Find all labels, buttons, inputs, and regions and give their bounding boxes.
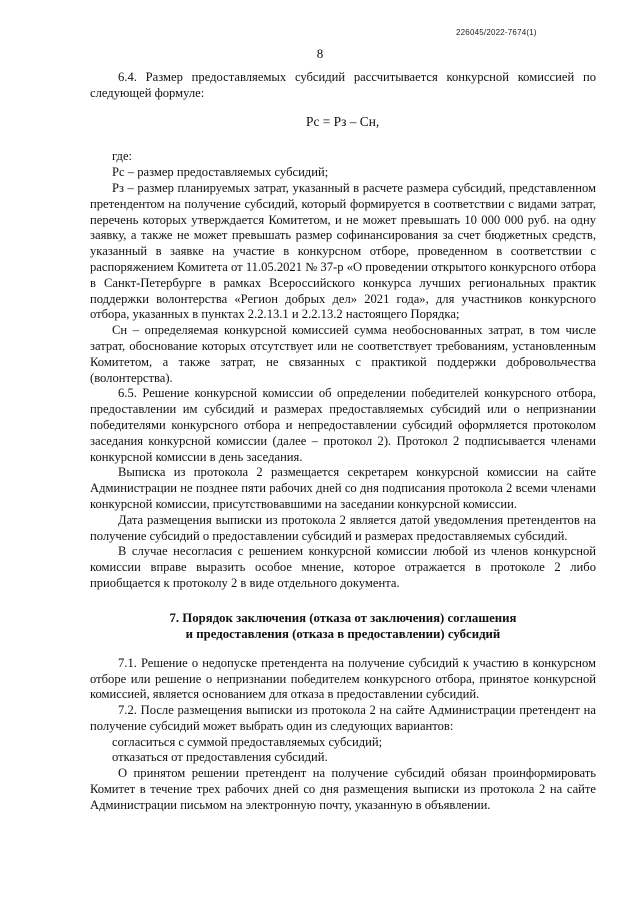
section-7-heading: [90, 610, 596, 642]
page-number: 8: [316, 46, 324, 61]
definition-sn: Сн – определяемая конкурсной комиссией сумма необоснованных затрат, в том числе затрат, обоснование которых отсутствует или не соответствует требованиям, установленным Комитетом, а также затрат, не связанных с практикой поддержки добровольчества (волонтерства).: [90, 323, 596, 385]
document-number: 226045/2022-7674(1): [456, 28, 537, 37]
section-7-heading-line1: 7. Порядок заключения (отказа от заключения) соглашения: [169, 610, 517, 625]
paragraph-extract: Выписка из протокола 2 размещается секретарем конкурсной комиссии на сайте Администрации не позднее пяти рабочих дней со дня подписания протокола 2 всеми членами конкурсной комиссии, присутствовавшими на заседании конкурсной комиссии.: [90, 465, 596, 511]
paragraph-6-4: 6.4. Размер предоставляемых субсидий рассчитывается конкурсной комиссией по следующей формуле:: [90, 70, 596, 100]
paragraph-7-2: 7.2. После размещения выписки из протокола 2 на сайте Администрации претендент на получение субсидий может выбрать один из следующих вариантов:: [90, 703, 596, 733]
paragraph-disagreement: В случае несогласия с решением конкурсной комиссии любой из членов конкурсной комиссии вправе выразить особое мнение, которое отражается в протоколе 2 либо приобщается к протоколу 2 в виде отдельного документа.: [90, 544, 596, 590]
definition-rz: Рз – размер планируемых затрат, указанный в расчете размера субсидий, представленном претендентом на получение субсидий, который формируется в соответствии с видами затрат, перечень которых утверждается Комитетом, и не может превышать 10 000 000 руб. на одну заявку, а также не может превышать размер софинансирования за счет бюджетных средств, указанный в заявке на участие в конкурсном отборе, проведенном в соответствии с распоряжением Комитета от 11.05.2021 № 37-р «О проведении открытого конкурсного отбора в Санкт-Петербурге в рамках Всероссийского конкурса лучших региональных практик поддержки волонтерства «Регион добрых дел» 2021 года», для участников конкурсного отбора, указанных в пунктах 2.2.13.1 и 2.2.13.2 настоящего Порядка;: [90, 180, 596, 322]
document-body: [90, 70, 596, 814]
option-agree: согласиться с суммой предоставляемых субсидий;: [112, 734, 383, 749]
paragraph-date: Дата размещения выписки из протокола 2 является датой уведомления претендентов на получение субсидий о предоставлении субсидий и размерах предоставляемых субсидий.: [90, 512, 596, 543]
paragraph-inform: О принятом решении претендент на получение субсидий обязан проинформировать Комитет в течение трех рабочих дней со дня размещения выписки из протокола 2 на сайте Администрации письмом на электронную почту, указанную в объявлении.: [90, 766, 596, 812]
where-label: где:: [112, 149, 133, 164]
formula: Рс = Рз – Сн,: [306, 113, 380, 129]
section-7-heading-line2: и предоставления (отказа в предоставлении) субсидий: [185, 626, 501, 641]
paragraph-6-5: 6.5. Решение конкурсной комиссии об определении победителей конкурсного отбора, предоставлении им субсидий и размерах предоставляемых субсидий или о непризнании победителями конкурсного отбора и непредоставлении субсидий оформляется протоколом заседания конкурсной комиссии (далее – протокол 2). Протокол 2 подписывается членами конкурсной комиссии в день заседания.: [90, 386, 596, 464]
option-refuse: отказаться от предоставления субсидий.: [112, 750, 328, 765]
definition-rc: Рс – размер предоставляемых субсидий;: [112, 165, 329, 180]
paragraph-7-1: 7.1. Решение о недопуске претендента на получение субсидий к участию в конкурсном отборе или решение о непризнании победителем конкурсного отбора, принятое конкурсной комиссией, является основанием для отказа в предоставлении субсидий.: [90, 655, 596, 702]
